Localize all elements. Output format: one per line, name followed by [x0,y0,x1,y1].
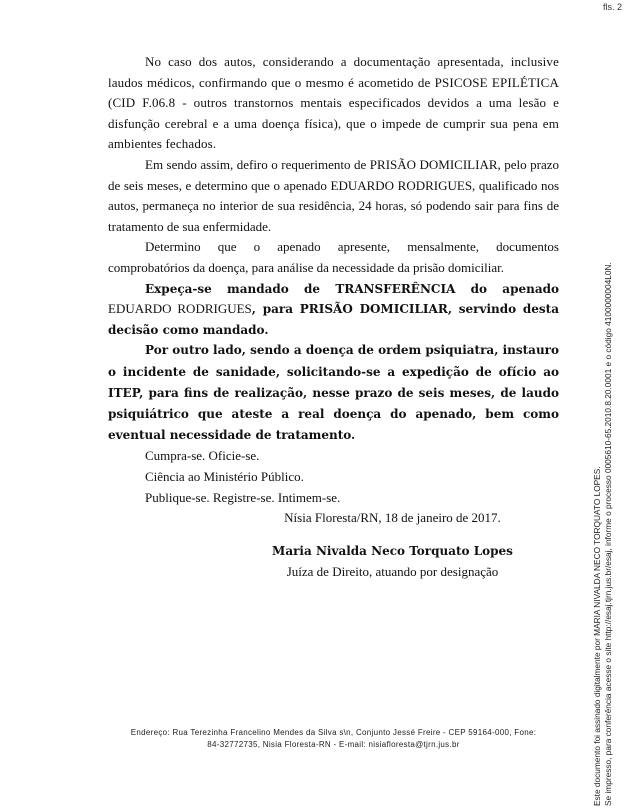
closing-line-publish: Publique-se. Registre-se. Intimem-se. [145,489,341,505]
paragraph-sanity-incident: Por outro lado, sendo a doença de ordem psiquiatra, instauro o incidente de sanidade, solicitando-se a expedição de ofício ao ITEP, para fins de realização, nesse prazo de seis meses, de laudo psiquiátrico que ateste a real doença do apenado, bem como eventual necessidade de tratamento. [108,343,559,443]
footer-address: Endereço: Rua Terezinha Francelino Mendes da Silva s\n, Conjunto Jessé Freire - CEP 59164-000, Fone: [130,728,537,737]
paragraph-transfer-order [108,279,559,341]
transfer-order-text-1: Expeça-se mandado de TRANSFERÊNCIA do apenado [145,281,559,296]
transfer-order-text-2: , para PRISÃO DOMICILIAR, servindo desta decisão como mandado. [108,302,560,337]
transfer-order-name: EDUARDO RODRIGUES [108,301,252,317]
closing-line-comply: Cumpra-se. Oficie-se. [145,448,260,464]
closing-block [108,446,559,528]
paragraph-medical-findings: No caso dos autos, considerando a documentação apresentada, inclusive laudos médicos, confirmando que o mesmo é acometido de PSICOSE EPILÉTICA (CID F.06.8 - outros transtornos mentais especificados devidos a uma lesão e disfunção cerebral e a uma doença física), que o impede de cumprir sua pena em ambientes fechados. [108,54,559,152]
paragraph-house-arrest-granted: Em sendo assim, defiro o requerimento de PRISÃO DOMICILIAR, pelo prazo de seis meses, e determino que o apenado EDUARDO RODRIGUES, qualificado nos autos, permaneça no interior de sua residência, 24 horas, só podendo sair para fins de tratamento de sua enfermidade. [108,156,559,234]
signature-block [108,540,559,582]
paragraph-monthly-documents: Determino que o apenado apresente, mensalmente, documentos comprobatórios da doença, para análise da necessidade da prisão domiciliar. [108,239,559,275]
judge-role: Juíza de Direito, atuando por designação [286,564,499,579]
footer-contact: 84-32772735, Nisia Floresta-RN - E-mail: nisiafloresta@tjrn.jus.br [207,740,460,749]
judge-name: Maria Nivalda Neco Torquato Lopes [272,544,513,558]
digital-signature-line: Este documento foi assinado digitalmente por MARIA NIVALDA NECO TORQUATO LOPES. [592,466,602,806]
digital-signature-note [592,206,614,806]
page-number-label: fls. 2 [602,2,622,12]
decision-body [108,52,559,529]
place-date: Nísia Floresta/RN, 18 de janeiro de 2017. [284,510,501,526]
closing-line-ministry: Ciência ao Ministério Público. [145,468,304,484]
verification-line: Se impresso, para conferência acesse o site http://esaj.tjrn.jus.br/esaj, informe o processo 0005610-65.2010.8.20.0001 e o código 4100000004L0N. [603,262,613,806]
page-footer [108,727,559,751]
